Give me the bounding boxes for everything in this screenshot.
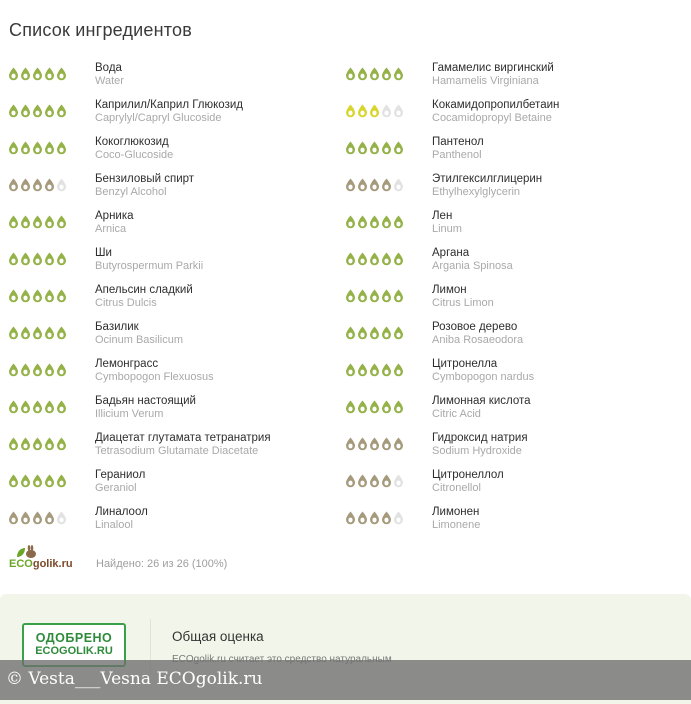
ingredient-latin-name: Cocamidopropyl Betaine [432,112,552,124]
ingredient-latin-name: Cymbopogon Flexuosus [95,371,214,383]
drop-icon [20,289,31,303]
ingredient-latin-name: Citric Acid [432,408,481,420]
drop-icon [44,474,55,488]
safety-rating-drops [345,141,404,155]
drop-icon [8,252,19,266]
drop-icon [32,289,43,303]
ingredient-name[interactable]: Бадьян настоящий [95,395,196,407]
drop-icon [345,178,356,192]
ingredient-row[interactable] [345,282,675,319]
drop-icon [381,141,392,155]
ecogolik-logo[interactable] [8,545,84,575]
ingredient-row[interactable] [8,97,338,134]
ingredient-name[interactable]: Лимонная кислота [432,395,531,407]
drop-icon [8,363,19,377]
ingredient-latin-name: Limonene [432,519,481,531]
drop-icon [345,104,356,118]
drop-icon [32,178,43,192]
ingredient-name[interactable]: Линалоол [95,506,148,518]
stamp-line-2: ECOGOLIK.RU [35,645,113,657]
safety-rating-drops [8,474,67,488]
drop-icon [20,400,31,414]
ingredient-latin-name: Aniba Rosaeodora [432,334,524,346]
ingredient-row[interactable] [8,467,338,504]
drop-icon [20,104,31,118]
drop-icon [393,289,404,303]
ingredient-row[interactable] [8,319,338,356]
ingredient-row[interactable] [345,430,675,467]
drop-icon [381,437,392,451]
drop-icon [381,67,392,81]
drop-icon [369,252,380,266]
drop-icon [345,326,356,340]
ingredient-name[interactable]: Базилик [95,321,139,333]
found-summary [8,545,408,575]
drop-icon [357,363,368,377]
drop-icon [44,511,55,525]
drop-icon [44,289,55,303]
drop-icon [393,141,404,155]
ingredient-latin-name: Butyrospermum Parkii [95,260,204,272]
drop-icon [20,215,31,229]
drop-icon [393,178,404,192]
drop-icon [8,215,19,229]
drop-icon [56,215,67,229]
drop-icon [357,437,368,451]
ingredient-name[interactable]: Кокамидопропилбетаин [432,99,560,111]
drop-icon [44,67,55,81]
drop-icon [345,215,356,229]
safety-rating-drops [8,326,67,340]
ingredient-row[interactable] [8,134,338,171]
ingredient-row[interactable] [8,282,338,319]
drop-icon [32,511,43,525]
drop-icon [56,326,67,340]
drop-icon [369,326,380,340]
ingredient-name[interactable]: Гамамелис виргинский [432,62,554,74]
safety-rating-drops [8,67,67,81]
drop-icon [56,252,67,266]
drop-icon [44,141,55,155]
drop-icon [44,104,55,118]
rabbit-leaf-icon [13,545,41,559]
drop-icon [393,252,404,266]
drop-icon [381,474,392,488]
drop-icon [8,400,19,414]
drop-icon [369,363,380,377]
safety-rating-drops [8,252,67,266]
drop-icon [56,178,67,192]
drop-icon [32,400,43,414]
safety-rating-drops [8,511,67,525]
drop-icon [381,511,392,525]
ingredient-name[interactable]: Цитронелла [432,358,498,370]
safety-rating-drops [8,215,67,229]
drop-icon [393,363,404,377]
ingredient-latin-name: Hamamelis Virginiana [432,75,539,87]
ingredient-row[interactable] [8,208,338,245]
drop-icon [381,215,392,229]
ingredient-name[interactable]: Бензиловый спирт [95,173,195,185]
ingredients-column-right [345,60,675,541]
drop-icon [44,326,55,340]
drop-icon [8,104,19,118]
logo-eco: ECO [9,558,33,570]
drop-icon [381,326,392,340]
ingredient-latin-name: Cymbopogon nardus [432,371,535,383]
ingredient-latin-name: Citrus Limon [432,297,494,309]
drop-icon [357,67,368,81]
drop-icon [357,289,368,303]
safety-rating-drops [8,363,67,377]
safety-rating-drops [345,289,404,303]
safety-rating-drops [345,511,404,525]
drop-icon [44,215,55,229]
drop-icon [345,363,356,377]
ingredient-latin-name: Ethylhexylglycerin [432,186,521,198]
ingredient-row[interactable] [345,134,675,171]
ingredient-name[interactable]: Гераниол [95,469,146,481]
stamp-line-1: ОДОБРЕНО [35,631,113,645]
drop-icon [32,363,43,377]
drop-icon [32,474,43,488]
safety-rating-drops [8,141,67,155]
ingredient-row[interactable] [345,319,675,356]
ingredient-latin-name: Linalool [95,519,133,531]
drop-icon [8,511,19,525]
drop-icon [20,252,31,266]
safety-rating-drops [345,474,404,488]
drop-icon [20,363,31,377]
ingredient-latin-name: Sodium Hydroxide [432,445,522,457]
watermark-text: © Vesta___Vesna ECOgolik.ru [6,669,263,689]
ingredient-latin-name: Tetrasodium Glutamate Diacetate [95,445,259,457]
drop-icon [357,178,368,192]
logo-golik: golik.ru [32,558,73,570]
safety-rating-drops [345,104,404,118]
drop-icon [345,289,356,303]
drop-icon [20,437,31,451]
ingredient-name[interactable]: Лимон [432,284,467,296]
ingredient-name[interactable]: Кокоглюкозид [95,136,169,148]
ingredient-latin-name: Linum [432,223,462,235]
drop-icon [44,178,55,192]
drop-icon [345,141,356,155]
ingredient-row[interactable] [8,430,338,467]
ingredient-name[interactable]: Апельсин сладкий [95,284,193,296]
watermark-bar [0,660,691,700]
drop-icon [8,178,19,192]
safety-rating-drops [345,215,404,229]
drop-icon [32,437,43,451]
ingredient-latin-name: Coco-Glucoside [95,149,174,161]
ingredient-name[interactable]: Каприлил/Каприл Глюкозид [95,99,243,111]
drop-icon [393,67,404,81]
ingredient-name[interactable]: Лемонграсс [95,358,159,370]
drop-icon [381,252,392,266]
drop-icon [381,363,392,377]
ingredient-latin-name: Benzyl Alcohol [95,186,167,198]
ingredient-row[interactable] [8,245,338,282]
drop-icon [32,252,43,266]
safety-rating-drops [8,178,67,192]
drop-icon [393,104,404,118]
drop-icon [381,289,392,303]
drop-icon [357,252,368,266]
drop-icon [8,141,19,155]
ingredient-name[interactable]: Гидроксид натрия [432,432,528,444]
drop-icon [8,437,19,451]
ingredient-name[interactable]: Этилгексилглицерин [432,173,543,185]
drop-icon [8,474,19,488]
overall-rating-title: Общая оценка [172,629,264,644]
safety-rating-drops [8,289,67,303]
ingredient-row[interactable] [345,245,675,282]
drop-icon [32,215,43,229]
drop-icon [345,252,356,266]
drop-icon [357,511,368,525]
drop-icon [369,400,380,414]
ingredient-latin-name: Illicium Verum [95,408,164,420]
drop-icon [20,326,31,340]
drop-icon [381,104,392,118]
drop-icon [56,400,67,414]
drop-icon [393,511,404,525]
drop-icon [32,67,43,81]
safety-rating-drops [345,437,404,451]
ingredient-name[interactable]: Лен [432,210,453,222]
drop-icon [369,67,380,81]
ingredient-latin-name: Water [95,75,124,87]
drop-icon [56,67,67,81]
safety-rating-drops [345,178,404,192]
drop-icon [381,178,392,192]
ingredient-row[interactable] [345,97,675,134]
ingredient-row[interactable] [345,467,675,504]
found-count-text: Найдено: 26 из 26 (100%) [96,558,228,570]
drop-icon [8,326,19,340]
ingredient-latin-name: Geraniol [95,482,137,494]
ingredient-name[interactable]: Вода [95,62,122,74]
drop-icon [393,400,404,414]
ingredient-row[interactable] [345,208,675,245]
drop-icon [32,326,43,340]
ingredient-name[interactable]: Арника [95,210,134,222]
ingredient-name[interactable]: Розовое дерево [432,321,518,333]
drop-icon [44,400,55,414]
drop-icon [56,437,67,451]
ingredient-name[interactable]: Лимонен [432,506,480,518]
ingredient-latin-name: Argania Spinosa [432,260,513,272]
ingredient-row[interactable] [8,504,338,541]
ingredient-row[interactable] [345,356,675,393]
safety-rating-drops [345,67,404,81]
drop-icon [44,252,55,266]
drop-icon [357,326,368,340]
drop-icon [56,363,67,377]
drop-icon [56,474,67,488]
page-title: Список ингредиентов [9,20,193,40]
ingredient-row[interactable] [8,356,338,393]
ingredient-latin-name: Ocinum Basilicum [95,334,184,346]
safety-rating-drops [8,400,67,414]
drop-icon [369,178,380,192]
drop-icon [20,474,31,488]
drop-icon [56,511,67,525]
ingredient-latin-name: Arnica [95,223,127,235]
drop-icon [56,141,67,155]
drop-icon [345,437,356,451]
drop-icon [20,511,31,525]
ingredient-row[interactable] [345,60,675,97]
ingredient-name[interactable]: Ши [95,247,112,259]
drop-icon [369,215,380,229]
drop-icon [381,400,392,414]
drop-icon [8,67,19,81]
safety-rating-drops [345,400,404,414]
drop-icon [345,474,356,488]
drop-icon [20,141,31,155]
safety-rating-drops [345,326,404,340]
ingredient-latin-name: Citrus Dulcis [95,297,157,309]
drop-icon [32,141,43,155]
drop-icon [20,67,31,81]
drop-icon [369,474,380,488]
drop-icon [369,511,380,525]
drop-icon [345,67,356,81]
drop-icon [369,141,380,155]
ingredient-row[interactable] [8,393,338,430]
drop-icon [357,215,368,229]
drop-icon [357,104,368,118]
ingredient-row[interactable] [8,60,338,97]
ingredient-latin-name: Panthenol [432,149,482,161]
drop-icon [369,437,380,451]
ingredient-row[interactable] [345,171,675,208]
drop-icon [44,437,55,451]
ingredient-latin-name: Caprylyl/Capryl Glucoside [95,112,222,124]
ingredient-name[interactable]: Цитронеллол [432,469,504,481]
ingredient-name[interactable]: Диацетат глутамата тетранатрия [95,432,271,444]
drop-icon [44,363,55,377]
ingredient-row[interactable] [345,393,675,430]
drop-icon [32,104,43,118]
ingredient-latin-name: Citronellol [432,482,481,494]
ingredient-name[interactable]: Аргана [432,247,470,259]
drop-icon [369,104,380,118]
drop-icon [369,289,380,303]
safety-rating-drops [8,104,67,118]
ingredient-row[interactable] [8,171,338,208]
safety-rating-drops [345,363,404,377]
drop-icon [357,400,368,414]
drop-icon [56,289,67,303]
drop-icon [56,104,67,118]
drop-icon [393,474,404,488]
safety-rating-drops [345,252,404,266]
drop-icon [345,511,356,525]
drop-icon [8,289,19,303]
drop-icon [393,326,404,340]
drop-icon [357,474,368,488]
drop-icon [345,400,356,414]
safety-rating-drops [8,437,67,451]
drop-icon [20,178,31,192]
drop-icon [357,141,368,155]
ingredient-name[interactable]: Пантенол [432,136,484,148]
drop-icon [393,215,404,229]
drop-icon [393,437,404,451]
ingredient-row[interactable] [345,504,675,541]
ingredients-column-left [8,60,338,541]
